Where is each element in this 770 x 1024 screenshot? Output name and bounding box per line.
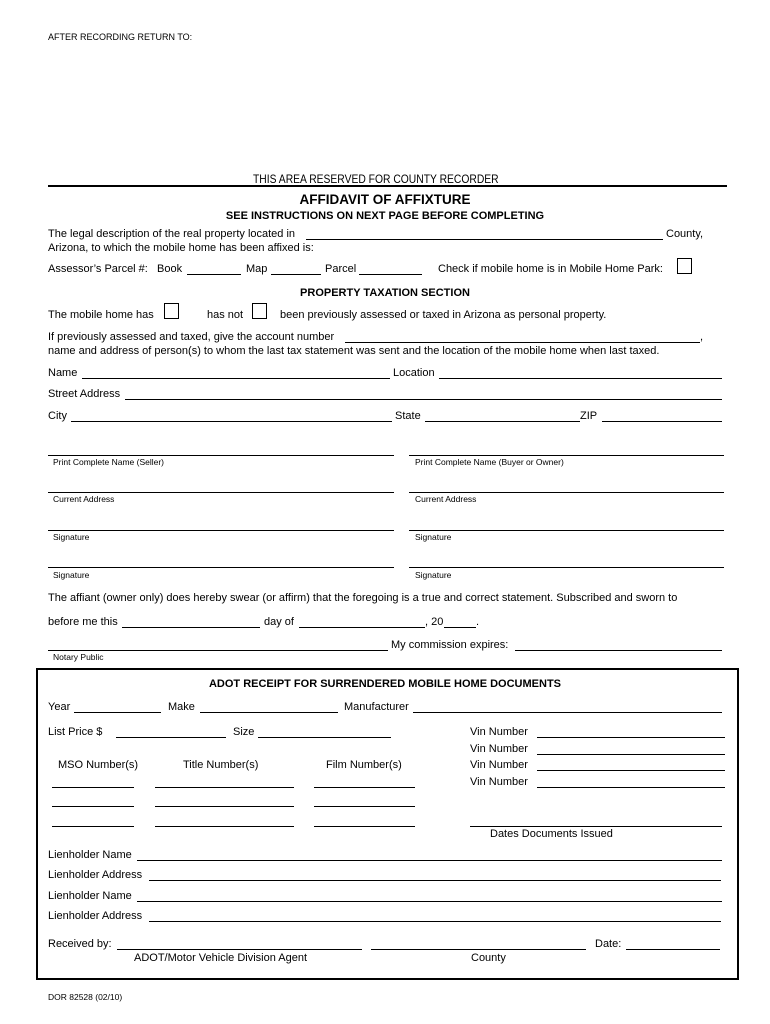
street-address-label: Street Address <box>48 388 121 400</box>
year-field[interactable] <box>74 712 161 713</box>
buyer-signature-field-2[interactable] <box>409 567 724 568</box>
form-number: DOR 82528 (02/10) <box>48 992 123 1002</box>
year-period: . <box>476 616 480 628</box>
seller-address-label: Current Address <box>53 494 115 504</box>
vin-number-label: Vin Number <box>470 776 528 788</box>
agent-field[interactable] <box>117 949 362 950</box>
vin-number-label: Vin Number <box>470 743 528 755</box>
county-name-field[interactable] <box>306 239 663 240</box>
title-number-field[interactable] <box>155 806 294 807</box>
lienholder-name-field[interactable] <box>137 901 722 902</box>
manufacturer-field[interactable] <box>413 712 722 713</box>
year-prefix: , 20 <box>425 616 444 628</box>
lienholder-address-label: Lienholder Address <box>48 910 143 922</box>
sworn-year-field[interactable] <box>444 627 476 628</box>
header-rule <box>48 185 727 187</box>
vin-number-label: Vin Number <box>470 759 528 771</box>
make-field[interactable] <box>200 712 338 713</box>
account-number-field[interactable] <box>345 342 700 343</box>
lienholder-name-field[interactable] <box>137 860 722 861</box>
buyer-address-field[interactable] <box>409 492 724 493</box>
title-number-field[interactable] <box>155 787 294 788</box>
name-field[interactable] <box>82 378 390 379</box>
legal-description-label: The legal description of the real property located in <box>48 228 296 240</box>
size-field[interactable] <box>258 737 391 738</box>
manufacturer-label: Manufacturer <box>344 701 409 713</box>
lienholder-name-label: Lienholder Name <box>48 849 132 861</box>
location-label: Location <box>393 367 435 379</box>
commission-expires-label: My commission expires: <box>391 639 509 651</box>
lienholder-address-field[interactable] <box>149 880 721 881</box>
adot-receipt-heading: ADOT RECEIPT FOR SURRENDERED MOBILE HOME DOCUMENTS <box>208 678 561 690</box>
signature-label: Signature <box>415 532 452 542</box>
zip-field[interactable] <box>602 421 722 422</box>
seller-address-field[interactable] <box>48 492 394 493</box>
vin-number-field[interactable] <box>537 754 725 755</box>
buyer-name-field[interactable] <box>409 455 724 456</box>
form-title: AFFIDAVIT OF AFFIXTURE <box>299 192 471 207</box>
affiant-statement: The affiant (owner only) does hereby swear (or affirm) that the foregoing is a true and correct statement. Subscribed and sworn to <box>48 592 678 604</box>
mso-number-field[interactable] <box>52 787 134 788</box>
adot-receipt-box <box>36 668 739 980</box>
map-label: Map <box>246 263 268 275</box>
name-address-note: name and address of person(s) to whom the last tax statement was sent and the location of the mobile home when last taxed. <box>48 345 660 357</box>
taxation-section-heading: PROPERTY TAXATION SECTION <box>300 287 470 299</box>
buyer-address-label: Current Address <box>415 494 477 504</box>
list-price-label: List Price $ <box>48 726 103 738</box>
book-field[interactable] <box>187 274 241 275</box>
mobile-home-park-checkbox[interactable] <box>677 258 692 274</box>
city-label: City <box>48 410 67 422</box>
book-label: Book <box>157 263 183 275</box>
vin-number-field[interactable] <box>537 770 725 771</box>
location-field[interactable] <box>439 378 722 379</box>
signature-label: Signature <box>53 532 90 542</box>
city-field[interactable] <box>71 421 392 422</box>
commission-expires-field[interactable] <box>515 650 722 651</box>
title-numbers-label: Title Number(s) <box>183 759 259 771</box>
recorder-area-label: THIS AREA RESERVED FOR COUNTY RECORDER <box>253 172 499 186</box>
previously-assessed-text: been previously assessed or taxed in Arizona as personal property. <box>280 309 607 321</box>
film-number-field[interactable] <box>314 787 415 788</box>
sworn-day-field[interactable] <box>122 627 260 628</box>
instructions-note: SEE INSTRUCTIONS ON NEXT PAGE BEFORE COMPLETING <box>225 210 545 222</box>
seller-signature-field-2[interactable] <box>48 567 394 568</box>
map-field[interactable] <box>271 274 321 275</box>
film-numbers-label: Film Number(s) <box>326 759 402 771</box>
seller-name-label: Print Complete Name (Seller) <box>53 457 165 467</box>
title-number-field[interactable] <box>155 826 294 827</box>
dates-issued-label: Dates Documents Issued <box>490 828 613 840</box>
assessor-parcel-label: Assessor’s Parcel #: <box>48 263 148 275</box>
mso-numbers-label: MSO Number(s) <box>58 759 139 771</box>
day-of-label: day of <box>264 616 294 628</box>
received-by-label: Received by: <box>48 938 112 950</box>
date-field[interactable] <box>626 949 720 950</box>
list-price-field[interactable] <box>116 737 226 738</box>
has-not-label: has not <box>207 309 244 321</box>
return-to-label: AFTER RECORDING RETURN TO: <box>48 32 193 42</box>
year-label: Year <box>48 701 71 713</box>
name-label: Name <box>48 367 78 379</box>
mso-number-field[interactable] <box>52 806 134 807</box>
has-label: The mobile home has <box>48 309 154 321</box>
seller-signature-field-1[interactable] <box>48 530 394 531</box>
mobile-home-park-label: Check if mobile home is in Mobile Home Park: <box>438 263 663 275</box>
lienholder-address-field[interactable] <box>149 921 721 922</box>
parcel-label: Parcel <box>325 263 357 275</box>
sworn-month-field[interactable] <box>299 627 425 628</box>
film-number-field[interactable] <box>314 806 415 807</box>
street-address-field[interactable] <box>125 399 722 400</box>
dates-issued-field[interactable] <box>470 826 722 827</box>
county-field[interactable] <box>371 949 586 950</box>
legal-description-line2: Arizona, to which the mobile home has been affixed is: <box>48 242 314 254</box>
vin-number-field[interactable] <box>537 787 725 788</box>
account-number-label: If previously assessed and taxed, give the account number <box>48 331 335 343</box>
parcel-field[interactable] <box>359 274 422 275</box>
signature-label: Signature <box>53 570 90 580</box>
buyer-name-label: Print Complete Name (Buyer or Owner) <box>415 457 564 467</box>
county-label: County <box>471 952 506 964</box>
vin-number-label: Vin Number <box>470 726 528 738</box>
zip-label: ZIP <box>580 410 598 422</box>
make-label: Make <box>168 701 195 713</box>
before-me-label: before me this <box>48 616 118 628</box>
lienholder-name-label: Lienholder Name <box>48 890 132 902</box>
lienholder-address-label: Lienholder Address <box>48 869 143 881</box>
mso-number-field[interactable] <box>52 826 134 827</box>
notary-signature-field[interactable] <box>48 650 388 651</box>
signature-label: Signature <box>415 570 452 580</box>
film-number-field[interactable] <box>314 826 415 827</box>
notary-public-label: Notary Public <box>53 652 104 662</box>
county-suffix: County, <box>666 228 704 240</box>
vin-number-field[interactable] <box>537 737 725 738</box>
size-label: Size <box>233 726 255 738</box>
has-checkbox[interactable] <box>164 303 179 319</box>
buyer-signature-field-1[interactable] <box>409 530 724 531</box>
state-label: State <box>395 410 421 422</box>
seller-name-field[interactable] <box>48 455 394 456</box>
date-label: Date: <box>595 938 622 950</box>
agent-label: ADOT/Motor Vehicle Division Agent <box>134 952 308 964</box>
account-comma: , <box>700 331 704 343</box>
state-field[interactable] <box>425 421 580 422</box>
has-not-checkbox[interactable] <box>252 303 267 319</box>
